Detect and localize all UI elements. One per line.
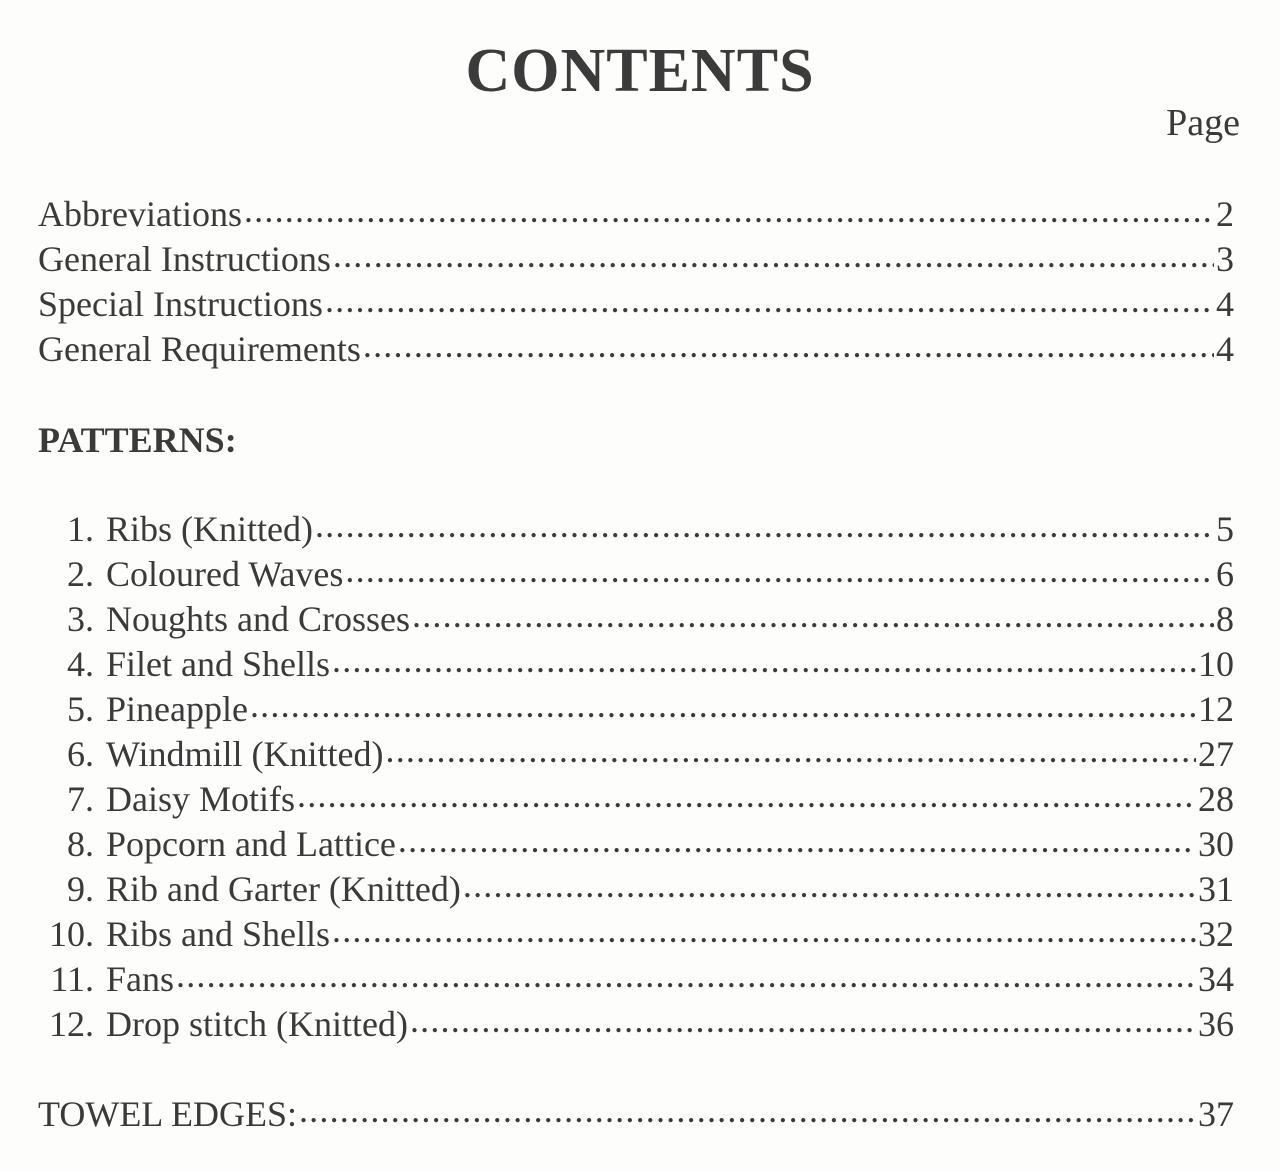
pattern-label: Fans (106, 959, 175, 999)
pattern-page: 12 (1198, 689, 1234, 729)
pattern-number: 2. (67, 554, 94, 594)
dot-leader (244, 188, 1214, 233)
dot-leader (299, 1088, 1196, 1133)
pattern-entry (38, 642, 1234, 687)
patterns-list (38, 507, 1234, 1047)
pattern-page: 27 (1198, 734, 1234, 774)
patterns-heading: PATTERNS: (38, 420, 237, 460)
pattern-label: Drop stitch (Knitted) (106, 1004, 408, 1044)
toc-entry-page: 4 (1216, 284, 1234, 324)
toc-entry-general-requirements (38, 327, 1234, 372)
toc-entry-page: 4 (1216, 329, 1234, 369)
pattern-entry (38, 1002, 1234, 1047)
toc-entry-label: Abbreviations (38, 194, 242, 234)
toc-entry-label: Special Instructions (38, 284, 323, 324)
dot-leader (250, 683, 1196, 728)
toc-entry-general-instructions (38, 237, 1234, 282)
dot-leader (412, 593, 1214, 638)
toc-entry-page: 37 (1198, 1094, 1234, 1134)
dot-leader (333, 233, 1214, 278)
dot-leader (315, 503, 1214, 548)
pattern-page: 30 (1198, 824, 1234, 864)
pattern-number: 10. (49, 914, 94, 954)
pattern-entry (38, 957, 1234, 1002)
pattern-number: 4. (67, 644, 94, 684)
pattern-entry (38, 552, 1234, 597)
pattern-label: Noughts and Crosses (106, 599, 410, 639)
dot-leader (463, 863, 1196, 908)
pattern-label: Ribs and Shells (106, 914, 331, 954)
toc-entry-page: 3 (1216, 239, 1234, 279)
toc-entry-label: General Requirements (38, 329, 361, 369)
toc-entry-abbreviations (38, 192, 1234, 237)
pattern-entry (38, 732, 1234, 777)
dot-leader (325, 278, 1214, 323)
pattern-page: 32 (1198, 914, 1234, 954)
towel-edges-section (38, 1092, 1234, 1137)
pattern-label: Rib and Garter (Knitted) (106, 869, 461, 909)
pattern-label: Popcorn and Lattice (106, 824, 396, 864)
pattern-label: Filet and Shells (106, 644, 330, 684)
toc-entry-label: General Instructions (38, 239, 331, 279)
pattern-page: 36 (1198, 1004, 1234, 1044)
pattern-label: Ribs (Knitted) (106, 509, 313, 549)
pattern-number: 12. (49, 1004, 94, 1044)
pattern-entry (38, 597, 1234, 642)
toc-entry-special-instructions (38, 282, 1234, 327)
dot-leader (332, 638, 1196, 683)
dot-leader (176, 953, 1196, 998)
pattern-number: 8. (67, 824, 94, 864)
pattern-entry (38, 687, 1234, 732)
page-title: CONTENTS (465, 37, 815, 105)
pattern-entry (38, 822, 1234, 867)
pattern-page: 34 (1198, 959, 1234, 999)
pattern-page: 10 (1198, 644, 1234, 684)
pattern-number: 7. (67, 779, 94, 819)
pattern-page: 8 (1216, 599, 1234, 639)
pattern-number: 3. (67, 599, 94, 639)
dot-leader (332, 908, 1196, 953)
pattern-number: 11. (50, 959, 94, 999)
general-entries-list (38, 192, 1234, 372)
pattern-label: Pineapple (106, 689, 248, 729)
pattern-entry (38, 912, 1234, 957)
pattern-label: Windmill (Knitted) (106, 734, 384, 774)
pattern-entry (38, 777, 1234, 822)
dot-leader (398, 818, 1196, 863)
dot-leader (410, 998, 1196, 1043)
pattern-entry (38, 867, 1234, 912)
dot-leader (345, 548, 1214, 593)
pattern-label: Coloured Waves (106, 554, 344, 594)
pattern-page: 5 (1216, 509, 1234, 549)
pattern-label: Daisy Motifs (106, 779, 295, 819)
pattern-number: 1. (67, 509, 94, 549)
page-column-label: Page (1166, 102, 1240, 144)
pattern-page: 28 (1198, 779, 1234, 819)
pattern-number: 5. (67, 689, 94, 729)
dot-leader (297, 773, 1196, 818)
pattern-number: 6. (67, 734, 94, 774)
pattern-page: 6 (1216, 554, 1234, 594)
toc-entry-label: TOWEL EDGES: (38, 1094, 297, 1134)
toc-entry-page: 2 (1216, 194, 1234, 234)
pattern-entry (38, 507, 1234, 552)
dot-leader (386, 728, 1196, 773)
pattern-page: 31 (1198, 869, 1234, 909)
toc-entry-towel-edges (38, 1092, 1234, 1137)
dot-leader (363, 323, 1214, 368)
pattern-number: 9. (67, 869, 94, 909)
